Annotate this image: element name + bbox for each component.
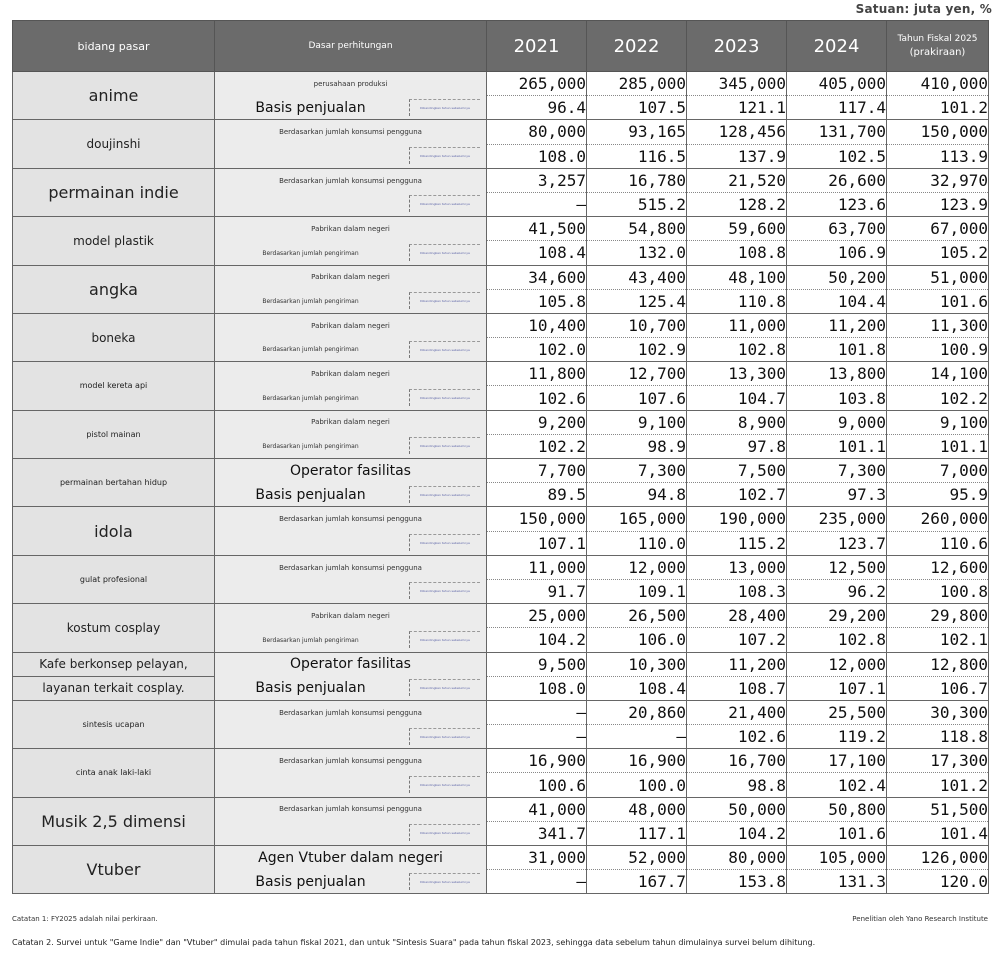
yoy-percent: – [587,725,687,749]
market-value: 131,700 [787,120,887,144]
yoy-percent: 102.1 [887,628,989,652]
yoy-percent: 101.2 [887,96,989,120]
yoy-percent: 116.5 [587,144,687,168]
market-field-name: sintesis ucapan [13,700,215,748]
header-row [13,21,989,72]
market-value: 21,520 [687,168,787,192]
calc-basis-cell [215,483,487,507]
market-value: 29,800 [887,604,989,628]
calc-basis-sublabel: Basis penjualan [255,873,366,890]
yoy-percent: 97.3 [787,483,887,507]
calc-basis-cell [215,217,487,241]
market-value: 12,600 [887,555,989,579]
market-value: 52,000 [587,846,687,870]
yoy-percent: 98.8 [687,773,787,797]
market-value: 30,300 [887,700,989,724]
market-value: 3,257 [487,168,587,192]
calc-basis-sublabel: Berdasarkan jumlah pengiriman [262,298,359,306]
yoy-percent: 125.4 [587,289,687,313]
market-value: 260,000 [887,507,989,531]
calc-basis-cell [215,797,487,821]
market-value: 265,000 [487,72,587,96]
yoy-percent: 103.8 [787,386,887,410]
yoy-hint: Dibandingkan tahun sebelumnya [409,437,480,454]
market-value: 13,000 [687,555,787,579]
calc-basis-sublabel: Basis penjualan [255,99,366,116]
calc-basis-label: Berdasarkan jumlah konsumsi pengguna [279,176,422,185]
header-year: 2022 [587,21,687,72]
market-field-name: cinta anak laki-laki [13,749,215,797]
market-value: 21,400 [687,700,787,724]
yoy-percent: 108.4 [487,241,587,265]
market-field-name: gulat profesional [13,555,215,603]
yoy-hint: Dibandingkan tahun sebelumnya [409,776,480,793]
yoy-percent: 108.7 [687,676,787,700]
market-field-name: anime [13,72,215,120]
market-value: 14,100 [887,362,989,386]
market-value: 13,300 [687,362,787,386]
yoy-hint: Dibandingkan tahun sebelumnya [409,147,480,164]
calc-basis-cell [215,362,487,386]
market-value: 50,200 [787,265,887,289]
header-fy2025-title: Tahun Fiskal 2025 [897,34,978,44]
market-value: 26,600 [787,168,887,192]
yoy-percent: 167.7 [587,870,687,894]
market-value: 67,000 [887,217,989,241]
yoy-hint: Dibandingkan tahun sebelumnya [409,534,480,551]
calc-basis-label: Pabrikan dalam negeri [311,273,390,282]
yoy-hint: Dibandingkan tahun sebelumnya [409,679,480,696]
yoy-hint: Dibandingkan tahun sebelumnya [409,824,480,841]
calc-basis-cell [215,700,487,724]
yoy-percent: – [487,192,587,216]
yoy-percent: 131.3 [787,870,887,894]
table-row [13,700,989,724]
yoy-percent: 104.2 [487,628,587,652]
header-year: 2023 [687,21,787,72]
market-value: 11,000 [687,313,787,337]
market-field-name: model plastik [13,217,215,265]
market-value: 10,300 [587,652,687,676]
market-value: 48,100 [687,265,787,289]
yoy-hint: Dibandingkan tahun sebelumnya [409,244,480,261]
table-row [13,265,989,289]
yoy-percent: 91.7 [487,579,587,603]
market-value: 25,000 [487,604,587,628]
yoy-hint: Dibandingkan tahun sebelumnya [409,292,480,309]
yoy-percent: 115.2 [687,531,787,555]
yoy-percent: 108.3 [687,579,787,603]
market-value: 26,500 [587,604,687,628]
yoy-percent: 118.8 [887,725,989,749]
market-field-name: permainan bertahan hidup [13,459,215,507]
calc-basis-cell [215,313,487,337]
yoy-percent: 117.1 [587,821,687,845]
calc-basis-label: Berdasarkan jumlah konsumsi pengguna [279,515,422,524]
table-row [13,459,989,483]
yoy-percent: 100.8 [887,579,989,603]
calc-basis-cell [215,241,487,265]
calc-basis-sublabel: Berdasarkan jumlah pengiriman [262,443,359,451]
table-row [13,604,989,628]
yoy-percent: 117.4 [787,96,887,120]
calc-basis-sublabel: Basis penjualan [255,486,366,503]
table-row [13,120,989,144]
yoy-percent: 96.4 [487,96,587,120]
market-value: 41,500 [487,217,587,241]
market-field-name-cont: layanan terkait cosplay. [13,676,215,700]
calc-basis-cell [215,846,487,870]
table-row [13,555,989,579]
table-row [13,507,989,531]
market-value: 12,700 [587,362,687,386]
header-fy2025 [887,21,989,72]
yoy-percent: 101.2 [887,773,989,797]
yoy-percent: 101.6 [787,821,887,845]
yoy-percent: 110.8 [687,289,787,313]
yoy-percent: 108.0 [487,676,587,700]
market-value: 165,000 [587,507,687,531]
market-value: 29,200 [787,604,887,628]
table-row [13,410,989,434]
yoy-percent: 102.6 [687,725,787,749]
market-value: 405,000 [787,72,887,96]
market-value: 11,300 [887,313,989,337]
calc-basis-sublabel: Berdasarkan jumlah pengiriman [262,636,359,644]
market-value: 11,200 [687,652,787,676]
yoy-hint: Dibandingkan tahun sebelumnya [409,873,480,890]
table-row-pct [13,676,989,700]
unit-label: Satuan: juta yen, % [855,2,992,16]
market-value: 285,000 [587,72,687,96]
market-value: 235,000 [787,507,887,531]
market-value: 51,500 [887,797,989,821]
market-value: 32,970 [887,168,989,192]
yoy-hint: Dibandingkan tahun sebelumnya [409,195,480,212]
market-value: 20,860 [587,700,687,724]
calc-basis-cell [215,531,487,555]
calc-basis-cell [215,410,487,434]
yoy-percent: – [487,870,587,894]
yoy-percent: 100.0 [587,773,687,797]
yoy-percent: 100.6 [487,773,587,797]
calc-basis-cell [215,120,487,144]
market-value: 126,000 [887,846,989,870]
yoy-hint: Dibandingkan tahun sebelumnya [409,486,480,503]
table-row [13,652,989,676]
market-field-name: model kereta api [13,362,215,410]
yoy-percent: 110.0 [587,531,687,555]
market-value: 9,100 [887,410,989,434]
table-row [13,217,989,241]
yoy-percent: 107.1 [787,676,887,700]
calc-basis-cell [215,749,487,773]
calc-basis-cell [215,555,487,579]
market-value: 28,400 [687,604,787,628]
market-value: 345,000 [687,72,787,96]
yoy-percent: 137.9 [687,144,787,168]
market-field-name: doujinshi [13,120,215,168]
calc-basis-cell [215,652,487,676]
yoy-percent: 107.5 [587,96,687,120]
market-value: 11,800 [487,362,587,386]
market-value: 48,000 [587,797,687,821]
market-value: 10,700 [587,313,687,337]
market-value: 410,000 [887,72,989,96]
calc-basis-cell [215,579,487,603]
market-value: 128,456 [687,120,787,144]
calc-basis-cell [215,507,487,531]
calc-basis-cell [215,192,487,216]
market-field-name: idola [13,507,215,555]
market-size-table [12,20,989,894]
yoy-percent: 113.9 [887,144,989,168]
calc-basis-cell [215,434,487,458]
market-value: 7,300 [787,459,887,483]
yoy-percent: 102.8 [787,628,887,652]
yoy-percent: 110.6 [887,531,989,555]
source-credit: Penelitian oleh Yano Research Institute [852,915,988,923]
market-value: 16,700 [687,749,787,773]
yoy-percent: 97.8 [687,434,787,458]
header-field: bidang pasar [13,21,215,72]
yoy-percent: 120.0 [887,870,989,894]
yoy-percent: 153.8 [687,870,787,894]
yoy-percent: 104.2 [687,821,787,845]
market-value: 190,000 [687,507,787,531]
table-row [13,313,989,337]
yoy-percent: 101.1 [887,434,989,458]
calc-basis-sublabel: Basis penjualan [255,680,366,697]
market-value: 80,000 [687,846,787,870]
market-value: 7,500 [687,459,787,483]
market-value: 9,500 [487,652,587,676]
calc-basis-sublabel: Berdasarkan jumlah pengiriman [262,346,359,354]
market-field-name: pistol mainan [13,410,215,458]
table-row [13,749,989,773]
calc-basis-cell [215,459,487,483]
yoy-percent: 106.7 [887,676,989,700]
market-value: 43,400 [587,265,687,289]
yoy-percent: 102.2 [887,386,989,410]
yoy-percent: 123.7 [787,531,887,555]
market-value: 41,000 [487,797,587,821]
calc-basis-cell [215,168,487,192]
yoy-percent: 123.6 [787,192,887,216]
table-row [13,72,989,96]
yoy-percent: 123.9 [887,192,989,216]
calc-basis-label: Operator fasilitas [290,462,411,479]
market-value: 31,000 [487,846,587,870]
yoy-percent: 108.8 [687,241,787,265]
yoy-percent: 89.5 [487,483,587,507]
market-value: 7,300 [587,459,687,483]
calc-basis-label: Pabrikan dalam negeri [311,418,390,427]
yoy-percent: 102.9 [587,338,687,362]
market-value: 9,000 [787,410,887,434]
yoy-percent: 102.5 [787,144,887,168]
yoy-percent: 100.9 [887,338,989,362]
yoy-hint: Dibandingkan tahun sebelumnya [409,728,480,745]
market-value: 9,200 [487,410,587,434]
yoy-percent: 106.9 [787,241,887,265]
market-value: 7,000 [887,459,989,483]
market-value: 16,900 [487,749,587,773]
calc-basis-cell [215,604,487,628]
market-value: 150,000 [887,120,989,144]
market-field-name: angka [13,265,215,313]
yoy-percent: 108.4 [587,676,687,700]
calc-basis-label: perusahaan produksi [313,79,388,88]
market-field-name: boneka [13,313,215,361]
market-field-name: Kafe berkonsep pelayan, [13,652,215,676]
table-row [13,362,989,386]
header-year: 2024 [787,21,887,72]
calc-basis-label: Berdasarkan jumlah konsumsi pengguna [279,805,422,814]
yoy-percent: 107.6 [587,386,687,410]
header-fy2025-sub: (prakiraan) [909,47,966,58]
yoy-hint: Dibandingkan tahun sebelumnya [409,582,480,599]
yoy-percent: 105.8 [487,289,587,313]
market-value: 10,400 [487,313,587,337]
calc-basis-cell [215,773,487,797]
market-value: – [487,700,587,724]
market-value: 50,000 [687,797,787,821]
market-value: 59,600 [687,217,787,241]
yoy-hint: Dibandingkan tahun sebelumnya [409,99,480,116]
yoy-percent: 104.4 [787,289,887,313]
market-value: 11,200 [787,313,887,337]
market-value: 9,100 [587,410,687,434]
table-row [13,168,989,192]
calc-basis-cell [215,72,487,96]
footnote-2: Catatan 2. Survei untuk "Game Indie" dan "Vtuber" dimulai pada tahun fiskal 2021, dan untuk "Sintesis Suara" pada tahun fiskal 2023, sehingga data sebelum tahun dimulainya survei belum dihitung. [12,938,816,947]
header-year: 2021 [487,21,587,72]
calc-basis-label: Berdasarkan jumlah konsumsi pengguna [279,563,422,572]
yoy-percent: 515.2 [587,192,687,216]
market-value: 12,800 [887,652,989,676]
market-value: 16,780 [587,168,687,192]
yoy-percent: 94.8 [587,483,687,507]
calc-basis-sublabel: Berdasarkan jumlah pengiriman [262,249,359,257]
calc-basis-cell [215,725,487,749]
yoy-percent: 132.0 [587,241,687,265]
market-value: 7,700 [487,459,587,483]
yoy-percent: 96.2 [787,579,887,603]
yoy-percent: 108.0 [487,144,587,168]
calc-basis-label: Agen Vtuber dalam negeri [258,849,443,866]
calc-basis-cell [215,289,487,313]
market-value: 17,300 [887,749,989,773]
yoy-percent: 102.6 [487,386,587,410]
yoy-percent: 95.9 [887,483,989,507]
yoy-percent: 107.1 [487,531,587,555]
yoy-percent: 102.8 [687,338,787,362]
yoy-percent: 105.2 [887,241,989,265]
market-value: 12,500 [787,555,887,579]
market-value: 150,000 [487,507,587,531]
market-value: 17,100 [787,749,887,773]
market-value: 51,000 [887,265,989,289]
market-value: 34,600 [487,265,587,289]
calc-basis-label: Pabrikan dalam negeri [311,321,390,330]
calc-basis-label: Pabrikan dalam negeri [311,224,390,233]
calc-basis-label: Operator fasilitas [290,656,411,673]
market-value: 63,700 [787,217,887,241]
table-row [13,846,989,870]
footnote-1: Catatan 1: FY2025 adalah nilai perkiraan. [12,915,158,923]
market-field-name: kostum cosplay [13,604,215,652]
yoy-percent: 101.1 [787,434,887,458]
yoy-percent: 102.0 [487,338,587,362]
calc-basis-cell [215,144,487,168]
market-value: 12,000 [587,555,687,579]
table-row [13,797,989,821]
yoy-percent: 109.1 [587,579,687,603]
yoy-percent: 106.0 [587,628,687,652]
calc-basis-cell [215,338,487,362]
market-value: 8,900 [687,410,787,434]
calc-basis-label: Berdasarkan jumlah konsumsi pengguna [279,128,422,137]
market-value: 105,000 [787,846,887,870]
yoy-percent: 102.4 [787,773,887,797]
market-value: 25,500 [787,700,887,724]
calc-basis-cell [215,870,487,894]
calc-basis-cell [215,676,487,700]
yoy-percent: 101.8 [787,338,887,362]
yoy-hint: Dibandingkan tahun sebelumnya [409,631,480,648]
calc-basis-cell [215,386,487,410]
yoy-hint: Dibandingkan tahun sebelumnya [409,389,480,406]
market-value: 16,900 [587,749,687,773]
yoy-percent: 98.9 [587,434,687,458]
calc-basis-label: Berdasarkan jumlah konsumsi pengguna [279,708,422,717]
market-value: 13,800 [787,362,887,386]
yoy-percent: – [487,725,587,749]
yoy-percent: 341.7 [487,821,587,845]
calc-basis-label: Pabrikan dalam negeri [311,370,390,379]
market-value: 93,165 [587,120,687,144]
market-value: 11,000 [487,555,587,579]
yoy-percent: 101.6 [887,289,989,313]
market-field-name: Vtuber [13,846,215,894]
market-value: 80,000 [487,120,587,144]
calc-basis-cell [215,265,487,289]
market-field-name: Musik 2,5 dimensi [13,797,215,845]
market-value: 12,000 [787,652,887,676]
yoy-percent: 128.2 [687,192,787,216]
yoy-percent: 107.2 [687,628,787,652]
calc-basis-cell [215,96,487,120]
yoy-percent: 102.2 [487,434,587,458]
header-basis: Dasar perhitungan [215,21,487,72]
calc-basis-label: Berdasarkan jumlah konsumsi pengguna [279,757,422,766]
calc-basis-label: Pabrikan dalam negeri [311,611,390,620]
calc-basis-cell [215,821,487,845]
yoy-hint: Dibandingkan tahun sebelumnya [409,341,480,358]
yoy-percent: 119.2 [787,725,887,749]
yoy-percent: 101.4 [887,821,989,845]
yoy-percent: 104.7 [687,386,787,410]
market-value: 50,800 [787,797,887,821]
market-field-name: permainan indie [13,168,215,216]
yoy-percent: 102.7 [687,483,787,507]
yoy-percent: 121.1 [687,96,787,120]
calc-basis-cell [215,628,487,652]
calc-basis-sublabel: Berdasarkan jumlah pengiriman [262,394,359,402]
market-value: 54,800 [587,217,687,241]
